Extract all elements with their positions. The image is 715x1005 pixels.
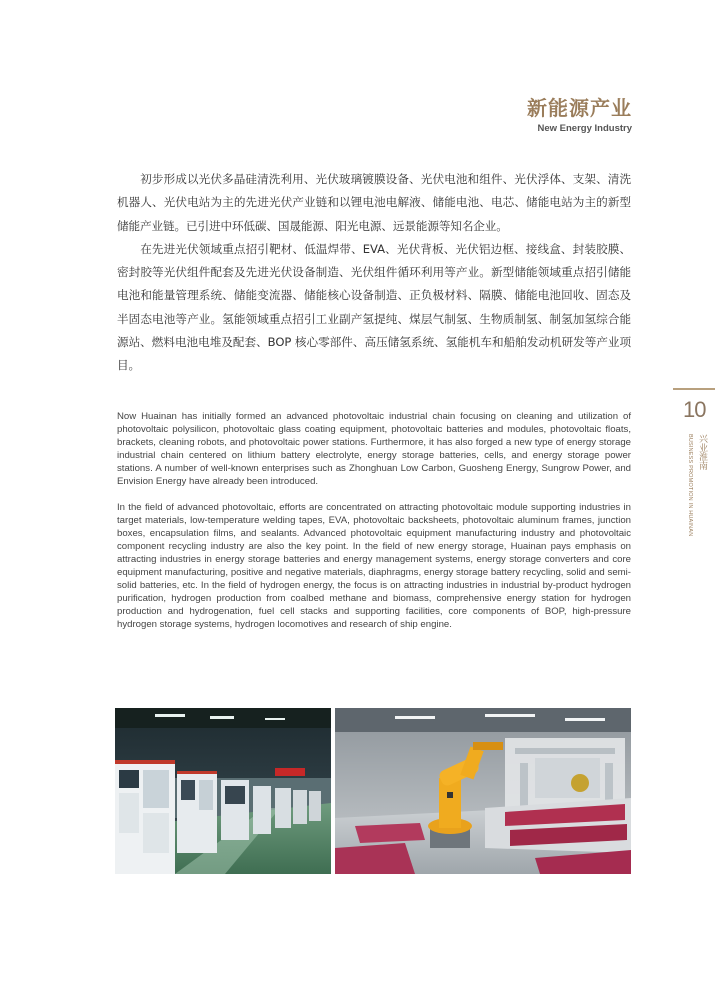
page-number: 10 xyxy=(683,397,706,422)
factory-photo-battery-equipment xyxy=(115,708,331,874)
chinese-body-text xyxy=(117,168,631,378)
side-label-cn: 兴业淮南 xyxy=(697,434,707,470)
en-paragraph-2: In the field of advanced photovoltaic, efforts are concentrated on attracting photovoltaic module supporting industries in target materials, low-temperature welding tapes, EVA, photovoltaic backsheets, photovoltaic aluminum frames, junction boxes, encapsulation films, and sealants. Advanced photovoltaic equipment manufacturing industry and photovoltaic component recycling industry are also the key point. In the field of new energy storage, Huainan pays emphasis on attracting industries in energy storage batteries and energy management systems, energy storage converters and core equipment manufacturing, positive and negative materials, diaphragms, energy storage battery recycling, solid and semi-solid batteries, etc. In the field of hydrogen energy, the focus is on attracting industries in industrial by-product hydrogen purification, hydrogen production from coalbed methane and biomass, comprehensive energy station for hydrogen production and hydrogenation, fuel cell stacks and supporting facilities, core components of BOP, high-pressure hydrogen storage systems, hydrogen locomotives and research of ship engine. xyxy=(117,502,631,630)
side-divider xyxy=(673,388,715,390)
en-paragraph-1: Now Huainan has initially formed an advanced photovoltaic industrial chain focusing on cleaning and utilization of photovoltaic polysilicon, photovoltaic glass coating equipment, photovoltaic batteries and modules, photovoltaic floats, brackets, cleaning robots, and photovoltaic power stations. Furthermore, it has also forged a new type of energy storage industrial chain centered on lithium battery electrolyte, energy storage batteries, cells, and energy storage power stations. A number of well-known enterprises such as Zhonghuan Low Carbon, Guosheng Energy, Sungrow Power, and Envision Energy have already been introduced. xyxy=(117,411,631,487)
section-title-cn: 新能源产业 xyxy=(527,96,632,120)
section-title-en: New Energy Industry xyxy=(537,123,632,134)
factory-photo-robot-arm xyxy=(335,708,631,874)
side-label-en: BUSINESS PROMOTION IN HUAINAN xyxy=(687,434,693,537)
cn-paragraph-2: 在先进光伏领域重点招引靶材、低温焊带、EVA、光伏背板、光伏铝边框、接线盒、封装胶膜、密封胶等光伏组件配套及先进光伏设备制造、光伏组件循环利用等产业。新型储能领域重点招引储能电池和能量管理系统、储能变流器、储能核心设备制造、正负极材料、隔膜、储能电池回收、固态及半固态电池等产业。氢能领域重点招引工业副产氢提纯、煤层气制氢、生物质制氢、制氢加氢综合能源站、燃料电池电堆及配套、BOP 核心零部件、高压储氢系统、氢能机车和船舶发动机研发等产业项目。 xyxy=(117,241,631,373)
cn-paragraph-1: 初步形成以光伏多晶硅清洗利用、光伏玻璃镀膜设备、光伏电池和组件、光伏浮体、支架、清洗机器人、光伏电站为主的先进光伏产业链和以锂电池电解液、储能电池、电芯、储能电站为主的新型储能产业链。已引进中环低碳、国晟能源、阳光电源、远景能源等知名企业。 xyxy=(117,172,631,233)
english-body-text xyxy=(117,410,631,644)
